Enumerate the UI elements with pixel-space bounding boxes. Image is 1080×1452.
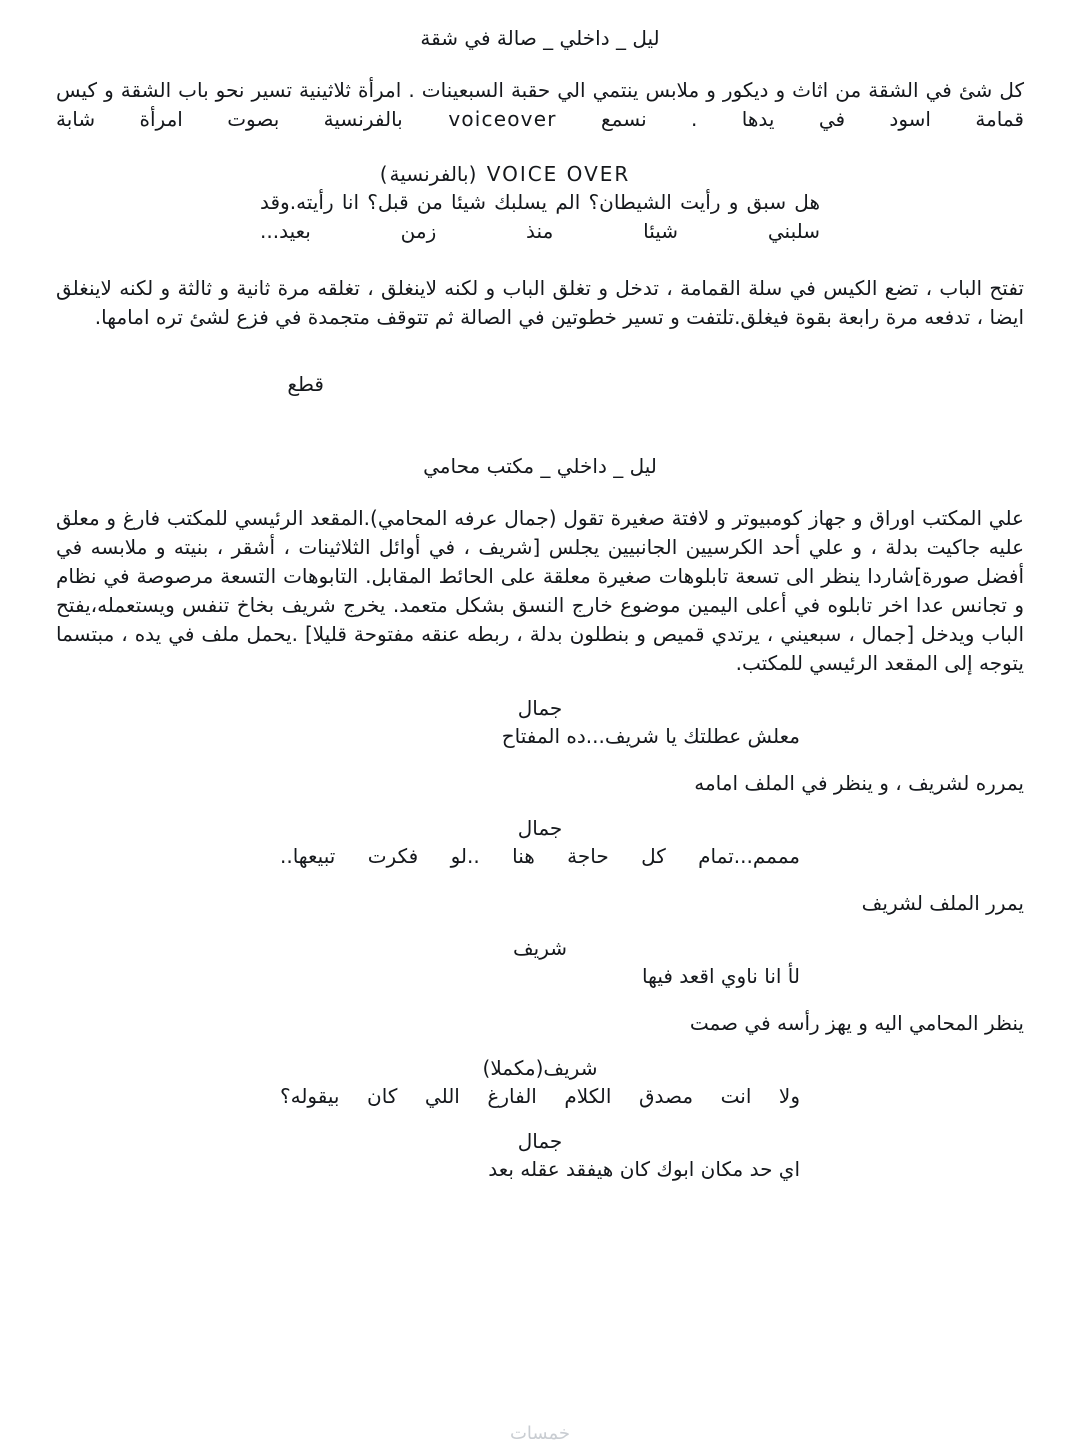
spacer	[56, 350, 1024, 372]
character-cue: شريف	[512, 936, 568, 960]
dialogue-line: اي حد مكان ابوك كان هيفقد عقله بعد	[488, 1157, 800, 1181]
spacer	[56, 152, 1024, 162]
action-paragraph: يمرره لشريف ، و ينظر في الملف امامه	[694, 771, 1024, 795]
watermark: خمسات	[509, 1423, 571, 1444]
scene-transition: قطع	[287, 372, 324, 396]
character-cue: جمال	[517, 816, 563, 840]
action-paragraph: كل شئ في الشقة من اثاث و ديكور و ملابس ينتمي الي حقبة السبعينات . امرأة ثلاثينية تسير نحو باب الشقة و كيس قمامة اسود في يدها . نسمع voiceover بالفرنسية بصوت امرأة شابة	[56, 78, 1024, 131]
spacer	[56, 264, 1024, 274]
dialogue-line: هل سبق و رأيت الشيطان؟ الم يسلبك شيئا من قبل؟ انا رأيته.وقد سلبني شيئا منذ زمن بعيد...	[260, 190, 820, 243]
action-paragraph: تفتح الباب ، تضع الكيس في سلة القمامة ، تدخل و تغلق الباب و لكنه لاينغلق ، تغلقه مرة ثانية و ثالثة و لكنه لاينغلق ايضا ، تدفعه مرة رابعة بقوة فيغلق.تلتفت و تسير خطوتين في الصالة ثم تتوقف متجمدة في فزع لشئ تره امامها.	[56, 276, 1024, 329]
dialogue-line: مممم...تمام كل حاجة هنا ..لو فكرت تبيعها..	[280, 844, 800, 868]
dialogue-line: لأ انا ناوي اقعد فيها	[642, 964, 800, 988]
dialogue-line: ولا انت مصدق الكلام الفارغ اللي كان بيقوله؟	[280, 1084, 800, 1108]
character-cue: شريف(مكملا)	[482, 1056, 598, 1080]
character-cue: جمال	[517, 696, 563, 720]
character-cue: VOICE OVER (بالفرنسية)	[379, 162, 631, 186]
spacer	[56, 414, 1024, 454]
action-paragraph: ينظر المحامي اليه و يهز رأسه في صمت	[689, 1011, 1024, 1035]
action-paragraph: علي المكتب اوراق و جهاز كومبيوتر و لافتة صغيرة تقول (جمال عرفه المحامي).المقعد الرئيسي للمكتب فارغ و معلق عليه جاكيت بدلة ، و علي أحد الكرسيين الجانبيين يجلس [شريف ، في أوائل الثلاثينات ، أشقر ، بنيته و ملابسه في أفضل صورة]شاردا ينظر الى تسعة تابلوهات صغيرة معلقة على الحائط المقابل. التابوهات التسعة مرصوصة في نظام و تجانس عدا اخر تابلوه في أعلى اليمين موضوع خارج النسق بشكل متعمد. يخرج شريف بخاخ تنفس ويستعمله،يفتح الباب ويدخل [جمال ، سبعيني ، يرتدي قميص و بنطلون بدلة ، ربطه عنقه مفتوحة قليلا] .يحمل ملف في يده ، مبتسما يتوجه إلى المقعد الرئيسي للمكتب.	[56, 506, 1024, 675]
scene-heading: ليل _ داخلي _ مكتب محامي	[423, 454, 657, 478]
character-cue: جمال	[517, 1129, 563, 1153]
scene-heading: ليل _ داخلي _ صالة في شقة	[420, 26, 660, 50]
action-paragraph: يمرر الملف لشريف	[861, 891, 1024, 915]
dialogue-line: معلش عطلتك يا شريف...ده المفتاح	[501, 724, 800, 748]
